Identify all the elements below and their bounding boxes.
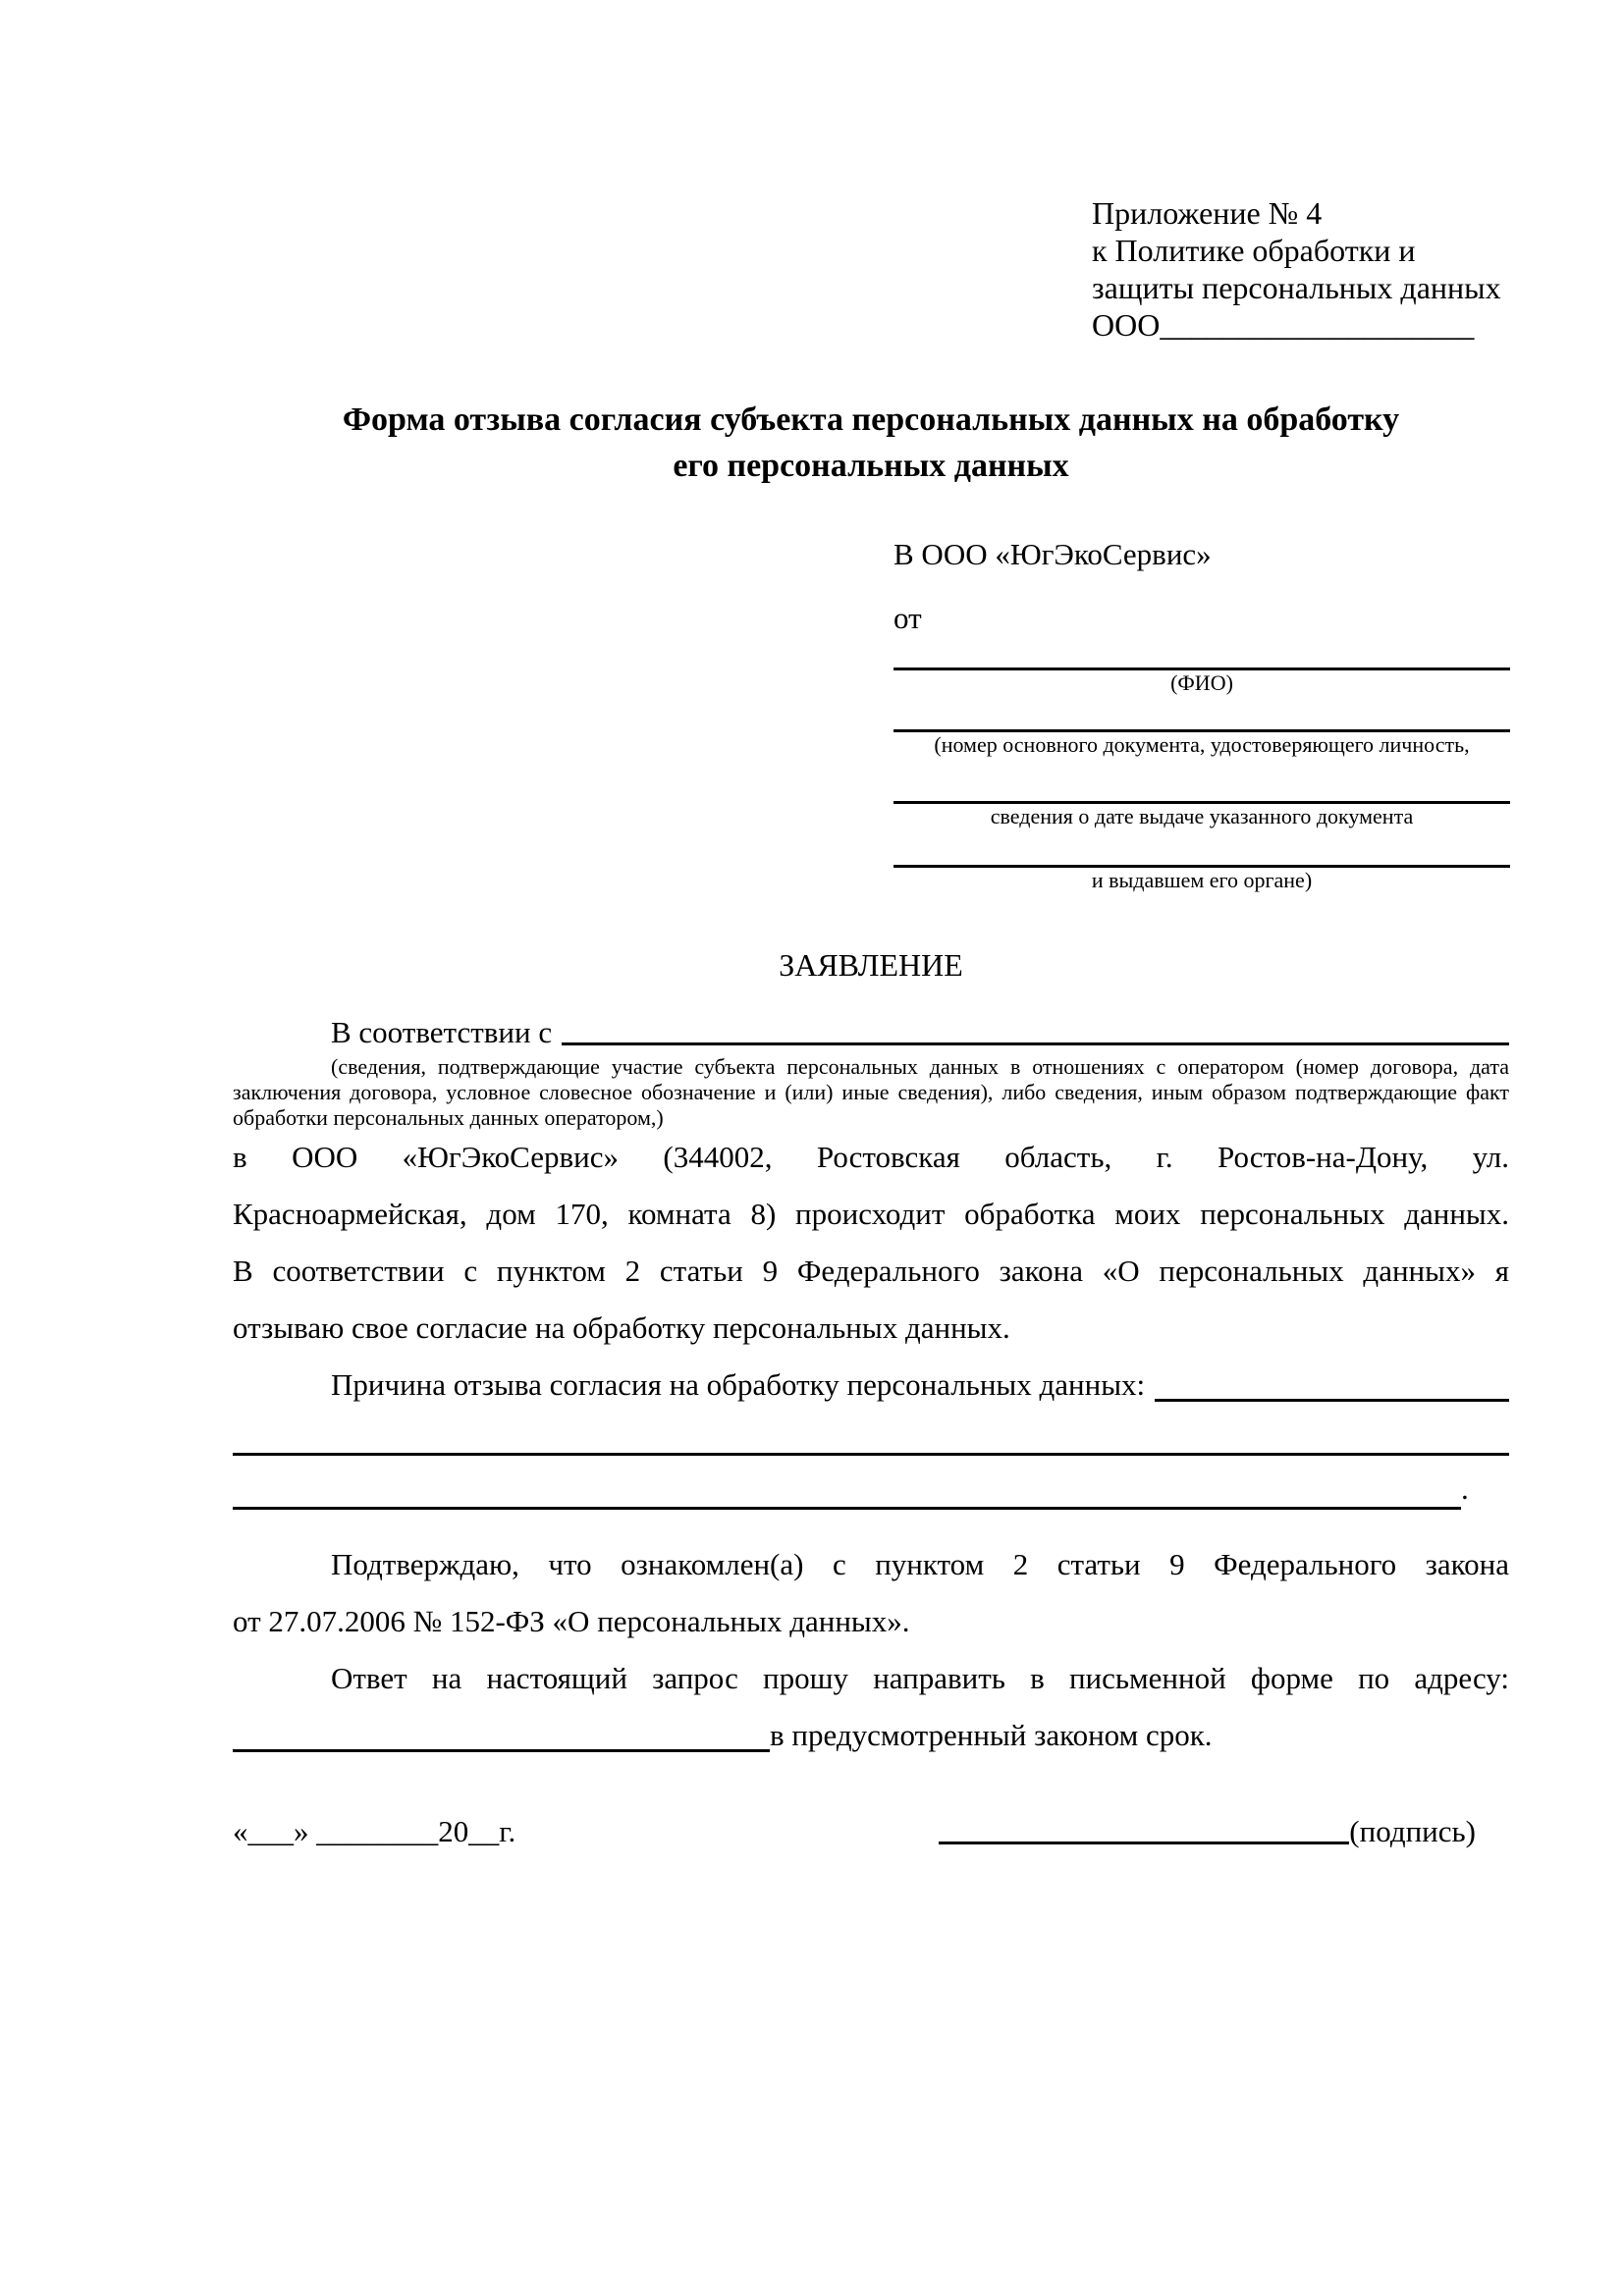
page-title-line: его персональных данных [673,448,1069,484]
page-title-line: Форма отзыва согласия субъекта персональных данных на обработку [342,401,1400,438]
ooo-label: ООО [1092,307,1161,343]
appendix-line: защиты персональных данных [1092,270,1501,305]
date-blank: «___» ________20__г. [233,1814,516,1848]
paragraph-indent [233,1357,331,1414]
reason-blank-line-1 [233,1407,1509,1456]
page-title [233,397,1509,489]
accordance-label: В соответствии с [331,1015,553,1049]
appendix-block [1092,194,1524,344]
signature-blank-field [939,1842,1349,1844]
footnote-line: заключения договора, условное словесное обозначение и (или) иные сведения), либо сведения, иным образом подтверждающие факт [233,1080,1509,1104]
sentence-period: . [1461,1471,1469,1506]
body-line: В соответствии с пунктом 2 статьи 9 Федерального закона «О персональных данных» я [233,1254,1509,1288]
reply-address-row [233,1707,1509,1764]
footnote [233,1054,1509,1131]
signature-caption: (подпись) [1349,1814,1476,1848]
paragraph-indent [233,1011,331,1054]
reason-blank-field-2 [233,1507,1461,1510]
address-blank-field [233,1749,770,1752]
confirmation-line: от 27.07.2006 № 152-ФЗ «О персональных данных». [233,1604,910,1638]
addressee-organization: В ООО «ЮгЭкоСервис» [893,537,1212,571]
issue-date-caption: сведения о дате выдаче указанного документа [990,804,1414,828]
reason-row [233,1357,1509,1414]
fio-caption: (ФИО) [1170,670,1233,695]
body-line: в ООО «ЮгЭкоСервис» (344002, Ростовская область, г. Ростов-на-Дону, ул. [233,1140,1509,1174]
appendix-line: к Политике обработки и [1092,233,1416,268]
signature-group [939,1811,1476,1852]
reason-label: Причина отзыва согласия на обработку персональных данных: [331,1367,1146,1402]
from-label: от [893,601,922,635]
issuing-authority-caption: и выдавшем его органе) [1091,868,1313,892]
confirmation-paragraph [233,1536,1509,1650]
body-paragraph [233,1129,1509,1357]
footnote-line: (сведения, подтверждающие участие субъекта персональных данных в отношениях с оператором (номер договора, дата [331,1054,1509,1079]
reply-suffix: в предусмотренный законом срок. [770,1718,1213,1752]
confirmation-line: Подтверждаю, что ознакомлен(а) с пунктом 2 статьи 9 Федерального закона [331,1547,1509,1581]
reason-blank-field [1155,1399,1509,1402]
appendix-ooo-line [1092,306,1524,344]
appendix-line: Приложение № 4 [1092,195,1323,231]
footnote-line: обработки персональных данных оператором,) [233,1105,664,1130]
reply-paragraph [233,1650,1509,1764]
reply-line: Ответ на настоящий запрос прошу направить в письменной форме по адресу: [331,1661,1509,1695]
body-line: отзываю свое согласие на обработку персональных данных. [233,1310,1010,1345]
accordance-blank-field [562,1042,1509,1045]
addressee-block [893,534,1510,893]
footer-row [233,1811,1509,1852]
statement-heading: ЗАЯВЛЕНИЕ [779,947,963,983]
ooo-blank-field: ____________________ [1160,307,1475,343]
body-line: Красноармейская, дом 170, комната 8) происходит обработка моих персональных данных. [233,1197,1509,1231]
accordance-row [233,1011,1509,1054]
reason-blank-line-2 [233,1461,1509,1510]
document-number-caption: (номер основного документа, удостоверяющего личность, [934,732,1470,757]
